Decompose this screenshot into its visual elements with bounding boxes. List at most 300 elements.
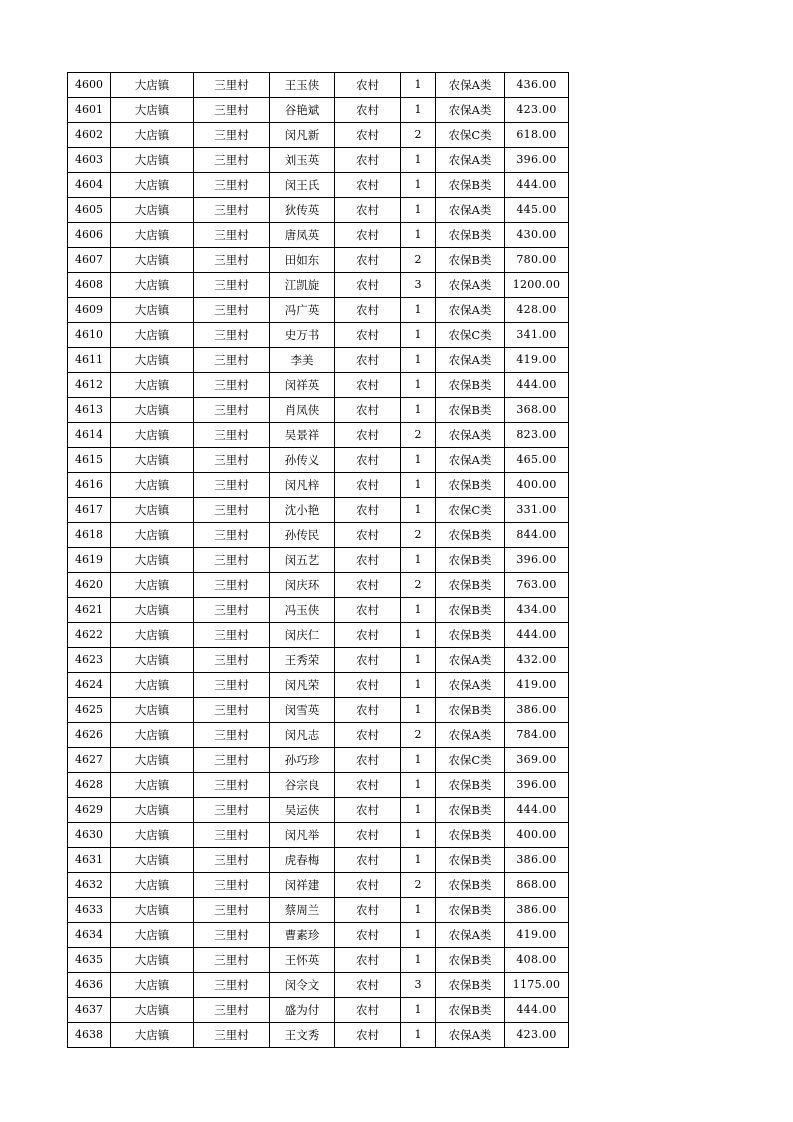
record-number-cell: 4614 [68,423,111,448]
table-row [68,498,569,523]
amount-cell: 400.00 [505,473,569,498]
area-type-cell: 农村 [335,748,401,773]
record-number-cell: 4636 [68,973,111,998]
area-type-cell: 农村 [335,373,401,398]
amount-cell: 444.00 [505,373,569,398]
area-type-cell: 农村 [335,148,401,173]
town-cell: 大店镇 [111,573,194,598]
insurance-category-cell: 农保A类 [436,923,505,948]
village-cell: 三里村 [194,973,270,998]
roster-table-body [68,73,569,1048]
record-number-cell: 4604 [68,173,111,198]
person-name-cell: 孙巧珍 [270,748,335,773]
record-number-cell: 4623 [68,648,111,673]
area-type-cell: 农村 [335,198,401,223]
village-cell: 三里村 [194,948,270,973]
household-count-cell: 2 [401,248,436,273]
area-type-cell: 农村 [335,498,401,523]
town-cell: 大店镇 [111,73,194,98]
town-cell: 大店镇 [111,698,194,723]
person-name-cell: 闵凡志 [270,723,335,748]
village-cell: 三里村 [194,198,270,223]
table-row [68,848,569,873]
insurance-category-cell: 农保B类 [436,823,505,848]
amount-cell: 386.00 [505,848,569,873]
village-cell: 三里村 [194,398,270,423]
insurance-category-cell: 农保B类 [436,523,505,548]
amount-cell: 368.00 [505,398,569,423]
insurance-category-cell: 农保C类 [436,323,505,348]
person-name-cell: 闵祥建 [270,873,335,898]
insurance-category-cell: 农保B类 [436,848,505,873]
area-type-cell: 农村 [335,348,401,373]
amount-cell: 465.00 [505,448,569,473]
table-row [68,398,569,423]
area-type-cell: 农村 [335,798,401,823]
area-type-cell: 农村 [335,698,401,723]
area-type-cell: 农村 [335,98,401,123]
table-row [68,698,569,723]
insurance-category-cell: 农保A类 [436,198,505,223]
insurance-category-cell: 农保B类 [436,223,505,248]
town-cell: 大店镇 [111,98,194,123]
amount-cell: 428.00 [505,298,569,323]
record-number-cell: 4610 [68,323,111,348]
insurance-category-cell: 农保B类 [436,398,505,423]
area-type-cell: 农村 [335,673,401,698]
household-count-cell: 1 [401,923,436,948]
area-type-cell: 农村 [335,948,401,973]
area-type-cell: 农村 [335,898,401,923]
area-type-cell: 农村 [335,548,401,573]
record-number-cell: 4627 [68,748,111,773]
record-number-cell: 4622 [68,623,111,648]
village-cell: 三里村 [194,298,270,323]
town-cell: 大店镇 [111,898,194,923]
table-row [68,423,569,448]
table-row [68,373,569,398]
record-number-cell: 4602 [68,123,111,148]
insurance-category-cell: 农保A类 [436,448,505,473]
insurance-category-cell: 农保B类 [436,948,505,973]
household-count-cell: 1 [401,698,436,723]
table-row [68,523,569,548]
insurance-category-cell: 农保A类 [436,723,505,748]
town-cell: 大店镇 [111,123,194,148]
amount-cell: 396.00 [505,148,569,173]
record-number-cell: 4634 [68,923,111,948]
household-count-cell: 1 [401,848,436,873]
amount-cell: 763.00 [505,573,569,598]
town-cell: 大店镇 [111,148,194,173]
person-name-cell: 孙传民 [270,523,335,548]
area-type-cell: 农村 [335,973,401,998]
town-cell: 大店镇 [111,398,194,423]
insurance-category-cell: 农保A类 [436,673,505,698]
table-row [68,673,569,698]
insurance-category-cell: 农保B类 [436,898,505,923]
household-count-cell: 2 [401,573,436,598]
record-number-cell: 4608 [68,273,111,298]
amount-cell: 423.00 [505,1023,569,1048]
town-cell: 大店镇 [111,273,194,298]
household-count-cell: 3 [401,973,436,998]
area-type-cell: 农村 [335,723,401,748]
amount-cell: 423.00 [505,98,569,123]
town-cell: 大店镇 [111,198,194,223]
area-type-cell: 农村 [335,998,401,1023]
insurance-category-cell: 农保A类 [436,98,505,123]
insurance-category-cell: 农保B类 [436,798,505,823]
record-number-cell: 4638 [68,1023,111,1048]
record-number-cell: 4635 [68,948,111,973]
record-number-cell: 4609 [68,298,111,323]
insurance-category-cell: 农保A类 [436,273,505,298]
area-type-cell: 农村 [335,923,401,948]
person-name-cell: 谷艳斌 [270,98,335,123]
town-cell: 大店镇 [111,673,194,698]
insurance-category-cell: 农保C类 [436,123,505,148]
town-cell: 大店镇 [111,223,194,248]
record-number-cell: 4616 [68,473,111,498]
area-type-cell: 农村 [335,598,401,623]
person-name-cell: 王秀荣 [270,648,335,673]
person-name-cell: 闵祥英 [270,373,335,398]
table-row [68,73,569,98]
village-cell: 三里村 [194,998,270,1023]
village-cell: 三里村 [194,748,270,773]
household-count-cell: 1 [401,148,436,173]
insurance-category-cell: 农保B类 [436,698,505,723]
household-count-cell: 1 [401,373,436,398]
village-cell: 三里村 [194,98,270,123]
town-cell: 大店镇 [111,723,194,748]
town-cell: 大店镇 [111,523,194,548]
household-count-cell: 1 [401,73,436,98]
insurance-category-cell: 农保C类 [436,498,505,523]
amount-cell: 868.00 [505,873,569,898]
person-name-cell: 闵雪英 [270,698,335,723]
household-count-cell: 1 [401,448,436,473]
table-row [68,448,569,473]
household-count-cell: 1 [401,323,436,348]
amount-cell: 823.00 [505,423,569,448]
amount-cell: 780.00 [505,248,569,273]
table-row [68,773,569,798]
village-cell: 三里村 [194,1023,270,1048]
amount-cell: 618.00 [505,123,569,148]
person-name-cell: 闵令文 [270,973,335,998]
person-name-cell: 吴运侠 [270,798,335,823]
table-row [68,1023,569,1048]
table-row [68,898,569,923]
table-row [68,748,569,773]
household-count-cell: 1 [401,948,436,973]
record-number-cell: 4633 [68,898,111,923]
amount-cell: 1175.00 [505,973,569,998]
town-cell: 大店镇 [111,423,194,448]
table-row [68,223,569,248]
record-number-cell: 4629 [68,798,111,823]
table-row [68,823,569,848]
area-type-cell: 农村 [335,298,401,323]
person-name-cell: 虎春梅 [270,848,335,873]
village-cell: 三里村 [194,73,270,98]
insurance-category-cell: 农保B类 [436,248,505,273]
record-number-cell: 4617 [68,498,111,523]
town-cell: 大店镇 [111,448,194,473]
person-name-cell: 史万书 [270,323,335,348]
insurance-category-cell: 农保B类 [436,373,505,398]
insurance-category-cell: 农保B类 [436,623,505,648]
town-cell: 大店镇 [111,973,194,998]
record-number-cell: 4601 [68,98,111,123]
town-cell: 大店镇 [111,548,194,573]
household-count-cell: 2 [401,123,436,148]
amount-cell: 434.00 [505,598,569,623]
amount-cell: 331.00 [505,498,569,523]
table-row [68,873,569,898]
insurance-category-cell: 农保B类 [436,773,505,798]
area-type-cell: 农村 [335,623,401,648]
person-name-cell: 狄传英 [270,198,335,223]
town-cell: 大店镇 [111,623,194,648]
town-cell: 大店镇 [111,473,194,498]
amount-cell: 419.00 [505,673,569,698]
person-name-cell: 闵庆环 [270,573,335,598]
record-number-cell: 4631 [68,848,111,873]
record-number-cell: 4620 [68,573,111,598]
person-name-cell: 闵凡荣 [270,673,335,698]
amount-cell: 400.00 [505,823,569,848]
person-name-cell: 肖凤侠 [270,398,335,423]
table-row [68,548,569,573]
household-count-cell: 1 [401,823,436,848]
village-cell: 三里村 [194,898,270,923]
person-name-cell: 孙传义 [270,448,335,473]
town-cell: 大店镇 [111,373,194,398]
person-name-cell: 盛为付 [270,998,335,1023]
record-number-cell: 4618 [68,523,111,548]
area-type-cell: 农村 [335,398,401,423]
village-cell: 三里村 [194,373,270,398]
village-cell: 三里村 [194,148,270,173]
person-name-cell: 蔡周兰 [270,898,335,923]
amount-cell: 419.00 [505,923,569,948]
record-number-cell: 4613 [68,398,111,423]
table-row [68,273,569,298]
household-count-cell: 1 [401,98,436,123]
amount-cell: 341.00 [505,323,569,348]
record-number-cell: 4600 [68,73,111,98]
village-cell: 三里村 [194,798,270,823]
town-cell: 大店镇 [111,748,194,773]
household-count-cell: 1 [401,648,436,673]
household-count-cell: 1 [401,1023,436,1048]
area-type-cell: 农村 [335,223,401,248]
amount-cell: 445.00 [505,198,569,223]
record-number-cell: 4632 [68,873,111,898]
village-cell: 三里村 [194,273,270,298]
area-type-cell: 农村 [335,848,401,873]
person-name-cell: 冯广英 [270,298,335,323]
table-row [68,573,569,598]
area-type-cell: 农村 [335,423,401,448]
town-cell: 大店镇 [111,648,194,673]
household-count-cell: 1 [401,773,436,798]
person-name-cell: 唐凤英 [270,223,335,248]
insurance-category-cell: 农保A类 [436,648,505,673]
town-cell: 大店镇 [111,998,194,1023]
village-cell: 三里村 [194,123,270,148]
town-cell: 大店镇 [111,173,194,198]
town-cell: 大店镇 [111,323,194,348]
insurance-category-cell: 农保B类 [436,873,505,898]
village-cell: 三里村 [194,773,270,798]
record-number-cell: 4637 [68,998,111,1023]
village-cell: 三里村 [194,548,270,573]
household-count-cell: 1 [401,748,436,773]
table-row [68,798,569,823]
area-type-cell: 农村 [335,123,401,148]
household-count-cell: 1 [401,398,436,423]
household-count-cell: 1 [401,498,436,523]
village-cell: 三里村 [194,248,270,273]
village-cell: 三里村 [194,873,270,898]
record-number-cell: 4611 [68,348,111,373]
amount-cell: 369.00 [505,748,569,773]
village-cell: 三里村 [194,523,270,548]
village-cell: 三里村 [194,423,270,448]
table-row [68,348,569,373]
amount-cell: 430.00 [505,223,569,248]
insurance-category-cell: 农保B类 [436,473,505,498]
village-cell: 三里村 [194,348,270,373]
person-name-cell: 闵五艺 [270,548,335,573]
amount-cell: 386.00 [505,698,569,723]
table-row [68,248,569,273]
household-count-cell: 1 [401,298,436,323]
insurance-category-cell: 农保A类 [436,1023,505,1048]
village-cell: 三里村 [194,323,270,348]
area-type-cell: 农村 [335,1023,401,1048]
amount-cell: 784.00 [505,723,569,748]
table-row [68,723,569,748]
person-name-cell: 闵凡梓 [270,473,335,498]
village-cell: 三里村 [194,848,270,873]
town-cell: 大店镇 [111,873,194,898]
household-count-cell: 1 [401,998,436,1023]
town-cell: 大店镇 [111,948,194,973]
amount-cell: 419.00 [505,348,569,373]
area-type-cell: 农村 [335,173,401,198]
roster-table [67,72,569,1048]
insurance-category-cell: 农保A类 [436,423,505,448]
town-cell: 大店镇 [111,248,194,273]
village-cell: 三里村 [194,673,270,698]
village-cell: 三里村 [194,648,270,673]
area-type-cell: 农村 [335,323,401,348]
record-number-cell: 4619 [68,548,111,573]
insurance-category-cell: 农保B类 [436,548,505,573]
person-name-cell: 田如东 [270,248,335,273]
area-type-cell: 农村 [335,773,401,798]
town-cell: 大店镇 [111,798,194,823]
insurance-category-cell: 农保B类 [436,598,505,623]
amount-cell: 386.00 [505,898,569,923]
table-row [68,198,569,223]
town-cell: 大店镇 [111,348,194,373]
record-number-cell: 4621 [68,598,111,623]
household-count-cell: 2 [401,523,436,548]
area-type-cell: 农村 [335,648,401,673]
table-row [68,623,569,648]
table-row [68,98,569,123]
insurance-category-cell: 农保A类 [436,348,505,373]
amount-cell: 444.00 [505,798,569,823]
amount-cell: 436.00 [505,73,569,98]
amount-cell: 444.00 [505,623,569,648]
household-count-cell: 1 [401,223,436,248]
record-number-cell: 4628 [68,773,111,798]
table-row [68,173,569,198]
area-type-cell: 农村 [335,523,401,548]
amount-cell: 396.00 [505,773,569,798]
household-count-cell: 1 [401,673,436,698]
village-cell: 三里村 [194,498,270,523]
table-row [68,298,569,323]
area-type-cell: 农村 [335,473,401,498]
person-name-cell: 闵凡新 [270,123,335,148]
town-cell: 大店镇 [111,298,194,323]
amount-cell: 844.00 [505,523,569,548]
area-type-cell: 农村 [335,873,401,898]
household-count-cell: 1 [401,623,436,648]
area-type-cell: 农村 [335,73,401,98]
insurance-category-cell: 农保B类 [436,973,505,998]
town-cell: 大店镇 [111,498,194,523]
person-name-cell: 冯玉侠 [270,598,335,623]
person-name-cell: 刘玉英 [270,148,335,173]
insurance-category-cell: 农保B类 [436,998,505,1023]
village-cell: 三里村 [194,473,270,498]
insurance-category-cell: 农保C类 [436,748,505,773]
town-cell: 大店镇 [111,823,194,848]
person-name-cell: 闵庆仁 [270,623,335,648]
record-number-cell: 4626 [68,723,111,748]
record-number-cell: 4615 [68,448,111,473]
area-type-cell: 农村 [335,273,401,298]
insurance-category-cell: 农保A类 [436,298,505,323]
household-count-cell: 1 [401,548,436,573]
table-row [68,123,569,148]
insurance-category-cell: 农保B类 [436,573,505,598]
village-cell: 三里村 [194,173,270,198]
person-name-cell: 闵王氏 [270,173,335,198]
insurance-category-cell: 农保A类 [436,148,505,173]
area-type-cell: 农村 [335,448,401,473]
amount-cell: 432.00 [505,648,569,673]
record-number-cell: 4607 [68,248,111,273]
record-number-cell: 4606 [68,223,111,248]
person-name-cell: 王怀英 [270,948,335,973]
household-count-cell: 1 [401,173,436,198]
table-row [68,323,569,348]
area-type-cell: 农村 [335,248,401,273]
town-cell: 大店镇 [111,848,194,873]
table-row [68,648,569,673]
town-cell: 大店镇 [111,773,194,798]
